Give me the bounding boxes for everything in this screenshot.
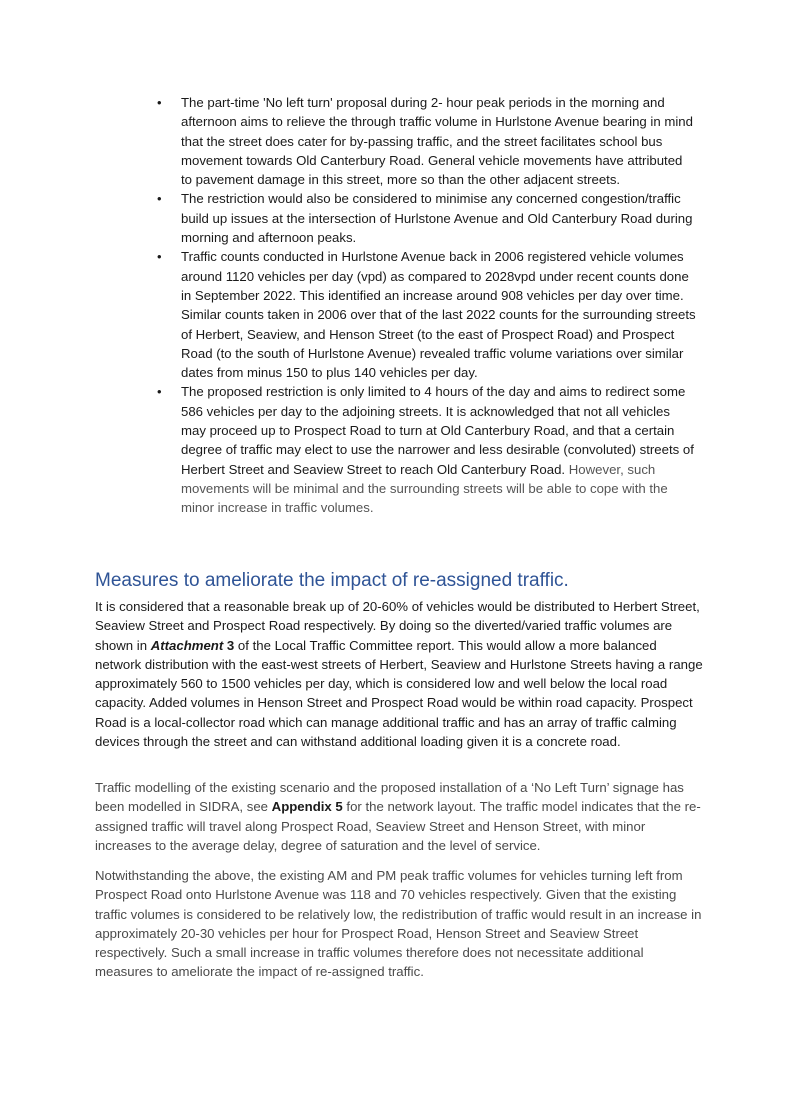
paragraph-distribution <box>95 597 705 751</box>
paragraph-text: It is considered that a reasonable break up of 20-60% of vehicles would be distributed to Herbert Street, Seaview Street and Prospect Road respectively. By doing so the diverted/varied traffic volumes are shown in <box>95 599 700 653</box>
paragraph-text: of the Local Traffic Committee report. This would allow a more balanced network distribution with the east-west streets of Herbert, Seaview and Hurlstone Streets having a range approximately 560 to 1500 vehicles per day, which is considered low and well below the local road capacity. Added volumes in Henson Street and Prospect Road would be within road capacity. Prospect Road is a local-collector road which can manage additional traffic and has an array of traffic calming devices through the street and can withstand additional loading given it is a concrete road. <box>95 637 703 750</box>
bullet-icon: • <box>157 384 162 400</box>
attachment-number: 3 <box>223 637 235 653</box>
bullet-icon: • <box>157 191 162 207</box>
appendix-reference: Appendix 5 <box>271 799 343 815</box>
section-heading: Measures to ameliorate the impact of re-assigned traffic. <box>95 570 569 591</box>
bullet-list <box>157 93 697 518</box>
bullet-text: Traffic counts conducted in Hurlstone Avenue back in 2006 registered vehicle volumes around 1120 vehicles per day (vpd) as compared to 2028vpd under recent counts done in September 2022. This identified an increase around 908 vehicles per day over time. Similar counts taken in 2006 over that of the last 2022 counts for the surrounding streets of Herbert, Seaview, and Henson Street (to the east of Prospect Road) and Prospect Road (to the south of Hurlstone Avenue) revealed traffic volume variations over similar dates from minus 150 to plus 140 vehicles per day. <box>181 249 696 381</box>
bullet-item <box>157 189 697 247</box>
bullet-text: The part-time 'No left turn' proposal during 2- hour peak periods in the morning and afternoon aims to relieve the through traffic volume in Hurlstone Avenue bearing in mind that the street does cater for by-passing traffic, and the street facilitates school bus movement towards Old Canterbury Road. General vehicle movements have attributed to pavement damage in this street, more so than the other adjacent streets. <box>181 95 693 188</box>
bullet-item <box>157 93 697 189</box>
bullet-text: The proposed restriction is only limited to 4 hours of the day and aims to redirect some 586 vehicles per day to the adjoining streets. It is acknowledged that not all vehicles may proceed up to Prospect Road to turn at Old Canterbury Road, and that a certain degree of traffic may elect to use the narrower and less desirable (convoluted) streets of Herbert Street and Seaview Street to reach Old Canterbury Road. <box>181 384 694 477</box>
bullet-item <box>157 247 697 382</box>
bullet-icon: • <box>157 95 162 110</box>
bullet-text: The restriction would also be considered to minimise any concerned congestion/traffic build up issues at the intersection of Hurlstone Avenue and Old Canterbury Road during morning and afternoon peaks. <box>181 191 693 246</box>
paragraph-conclusion: Notwithstanding the above, the existing AM and PM peak traffic volumes for vehicles turning left from Prospect Road onto Hurlstone Avenue was 118 and 70 vehicles respectively. Given that the existing traffic volumes is considered to be relatively low, the redistribution of traffic would result in an increase in approximately 20-30 vehicles per hour for Prospect Road, Henson Street and Seaview Street respectively. Such a small increase in traffic volumes therefore does not necessitate additional measures to ameliorate the impact of re-assigned traffic. <box>95 868 702 980</box>
bullet-icon: • <box>157 249 162 265</box>
bullet-item <box>157 382 697 517</box>
paragraph-modelling <box>95 778 705 855</box>
paragraph-text: for the network layout. The traffic model indicates that the re-assigned traffic will travel along Prospect Road, Seaview Street and Henson Street, with minor increases to the average delay, degree of saturation and the level of service. <box>95 799 701 853</box>
bullet-text-muted: However, such movements will be minimal and the surrounding streets will be able to cope with the minor increase in traffic volumes. <box>181 461 668 516</box>
paragraph-text: Traffic modelling of the existing scenario and the proposed installation of a ‘No Left Turn’ signage has been modelled in SIDRA, see <box>95 780 684 815</box>
attachment-reference: Attachment <box>150 637 224 653</box>
